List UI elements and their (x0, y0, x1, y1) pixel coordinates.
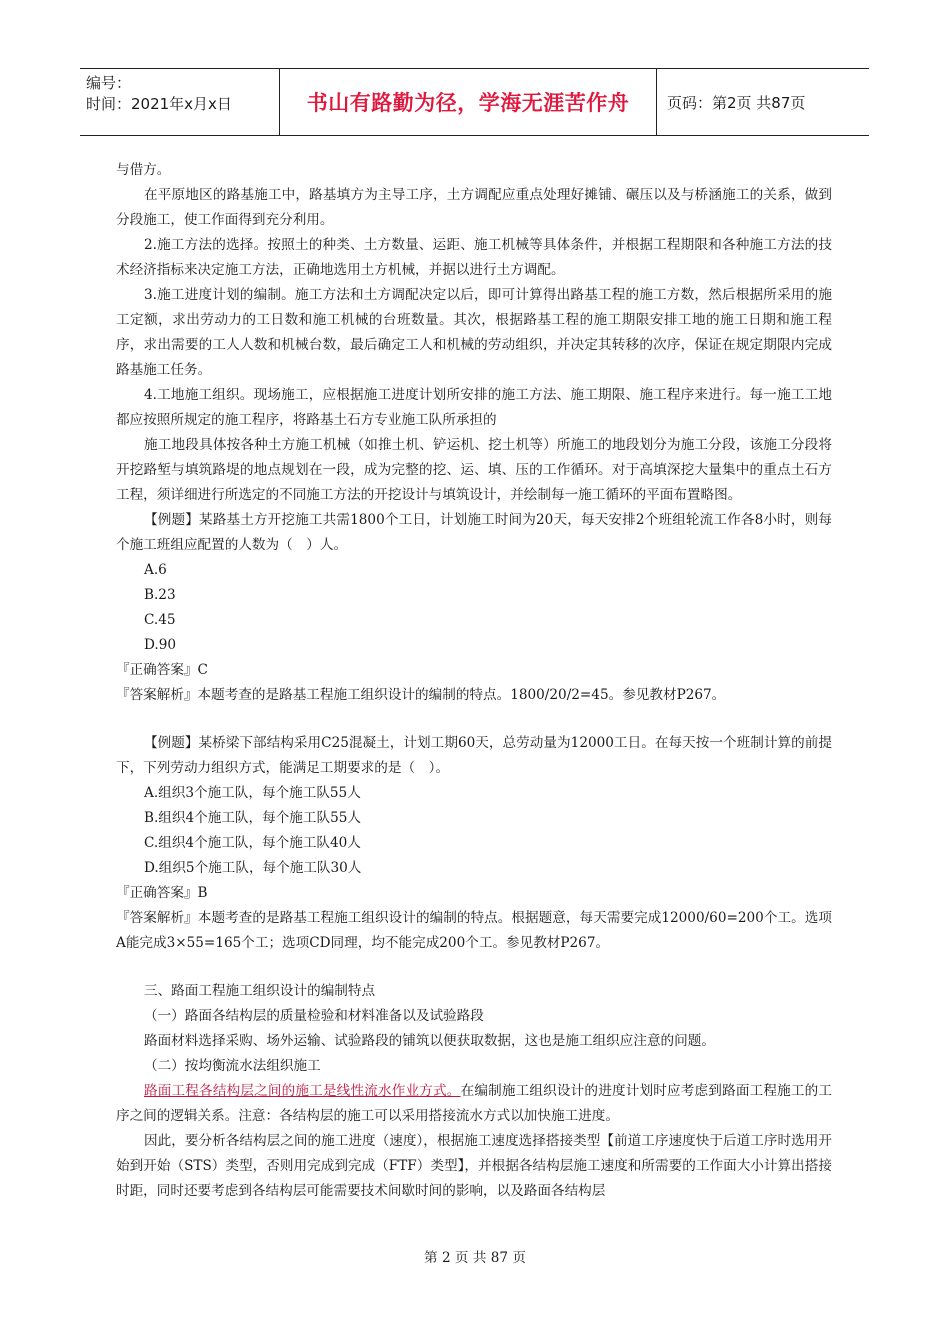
example-answer: 『正确答案』B (116, 885, 208, 901)
example-option: C.组织4个施工队，每个施工队40人 (144, 835, 361, 851)
paragraph: 路面材料选择采购、场外运输、试验路段的铺筑以便获取数据，这也是施工组织应注意的问题。 (144, 1033, 715, 1049)
example-question: 【例题】某路基土方开挖施工共需1800个工日，计划施工时间为20天，每天安排2个班组轮流工作各8小时，则每个施工班组应配置的人数为（ ）人。 (116, 512, 832, 553)
example-answer: 『正确答案』C (116, 662, 208, 678)
subsection-title: （一）路面各结构层的质量检验和材料准备以及试验路段 (144, 1008, 484, 1024)
spacer (116, 956, 832, 979)
document-body (116, 158, 832, 1204)
subsection-title: （二）按均衡流水法组织施工 (144, 1058, 321, 1074)
example-analysis: 『答案解析』本题考查的是路基工程施工组织设计的编制的特点。1800/20/2=45。参见教材P267。 (116, 687, 726, 703)
section-title: 三、路面工程施工组织设计的编制特点 (144, 983, 376, 999)
example-option: C.45 (144, 612, 176, 628)
header-page-info: 页码：第2页 共87页 (667, 93, 806, 112)
page-footer: 第 2 页 共 87 页 (424, 1250, 526, 1266)
paragraph: 2.施工方法的选择。按照土的种类、土方数量、运距、施工机械等具体条件，并根据工程期限和各种施工方法的技术经济指标来决定施工方法，正确地选用土方机械，并据以进行土方调配。 (116, 237, 832, 278)
page-header (80, 68, 869, 136)
paragraph: 4.工地施工组织。现场施工，应根据施工进度计划所安排的施工方法、施工期限、施工程序来进行。每一施工工地都应按照所规定的施工程序，将路基土石方专业施工队所承担的 (116, 387, 832, 428)
paragraph-text: 在编制施工组织设计的进度计划时应考虑到路面工程施工的工序之间的逻辑关系。注意：各结构层的施工可以采用搭接流水方式以加快施工进度。 (116, 1083, 833, 1124)
paragraph: 因此，要分析各结构层之间的施工进度（速度），根据施工速度选择搭接类型【前道工序速度快于后道工序时选用开始到开始（STS）类型，否则用完成到完成（FTF）类型】，并根据各结构层施工速度和所需要的工作面大小计算出搭接时距，同时还要考虑到各结构层可能需要技术间歇时间的影响，以及路面各结构层 (116, 1133, 832, 1199)
example-option: D.组织5个施工队，每个施工队30人 (144, 860, 362, 876)
example-option: A.组织3个施工队，每个施工队55人 (144, 785, 361, 801)
example-option: B.组织4个施工队，每个施工队55人 (144, 810, 361, 826)
paragraph (116, 1079, 832, 1129)
example-option: D.90 (144, 637, 177, 653)
header-meta (80, 69, 280, 135)
paragraph: 在平原地区的路基施工中，路基填方为主导工序，土方调配应重点处理好摊铺、碾压以及与桥涵施工的关系，做到分段施工，使工作面得到充分利用。 (116, 187, 832, 228)
spacer (116, 708, 832, 731)
example-question: 【例题】某桥梁下部结构采用C25混凝土，计划工期60天，总劳动量为12000工日。在每天按一个班制计算的前提下，下列劳动力组织方式，能满足工期要求的是（ ）。 (116, 735, 832, 776)
example-option: B.23 (144, 587, 176, 603)
paragraph: 3.施工进度计划的编制。施工方法和土方调配决定以后，即可计算得出路基工程的施工方数，然后根据所采用的施工定额，求出劳动力的工日数和施工机械的台班数量。其次，根据路基工程的施工期限安排工地的施工日期和施工程序，求出需要的工人人数和机械台数，最后确定工人和机械的劳动组织，并决定其转移的次序，保证在规定期限内完成路基施工任务。 (116, 287, 832, 378)
header-motto: 书山有路勤为径，学海无涯苦作舟 (280, 69, 657, 135)
example-analysis: 『答案解析』本题考查的是路基工程施工组织设计的编制的特点。根据题意，每天需要完成12000/60=200个工。选项A能完成3×55=165个工；选项CD同理，均不能完成200个工。参见教材P267。 (116, 910, 832, 951)
highlighted-text: 路面工程各结构层之间的施工是线性流水作业方式。 (144, 1083, 461, 1099)
doc-date: 时间：2021年x月x日 (86, 95, 232, 113)
doc-number-label: 编号： (86, 74, 132, 92)
paragraph: 施工地段具体按各种土方施工机械（如推土机、铲运机、挖土机等）所施工的地段划分为施工分段，该施工分段将开挖路堑与填筑路堤的地点规划在一段，成为完整的挖、运、填、压的工作循环。对于高填深挖大量集中的重点土石方工程，须详细进行所选定的不同施工方法的开挖设计与填筑设计，并绘制每一施工循环的平面布置略图。 (116, 437, 832, 503)
example-option: A.6 (144, 562, 167, 578)
paragraph: 与借方。 (116, 162, 171, 178)
